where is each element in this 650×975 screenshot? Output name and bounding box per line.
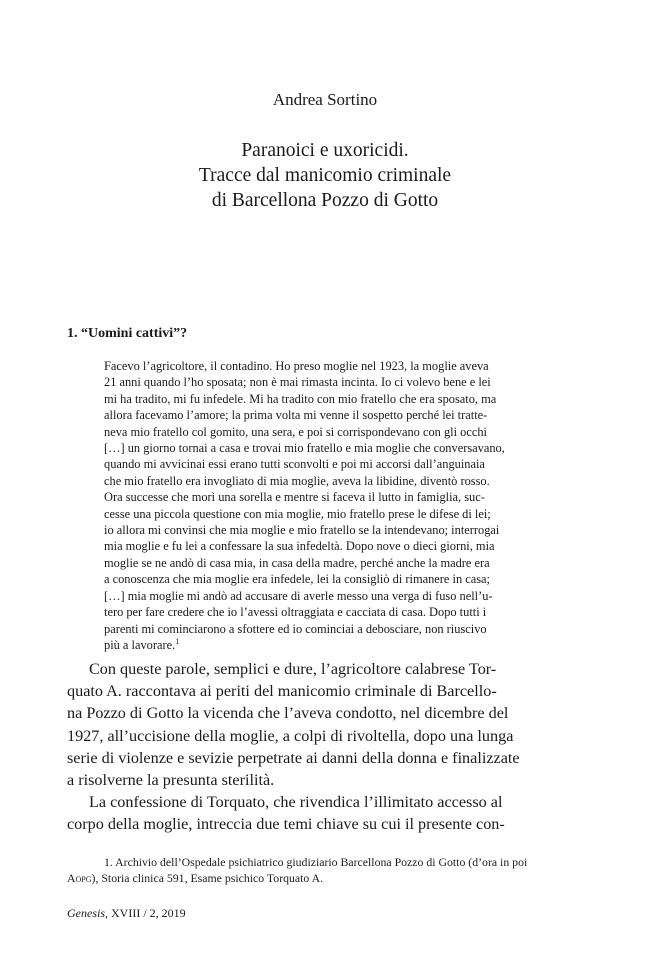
quote-line: allora facevamo l’amore; la prima volta mi venne il sospetto perché lei tratte- [104,408,488,423]
body-text [67,658,582,836]
body-line: serie di violenze e sevizie perpetrate ai danni della donna e finalizzate [67,748,520,767]
title-line: Tracce dal manicomio criminale [198,165,452,186]
footnote-line: 1. Archivio dell’Ospedale psichiatrico giudiziario Barcellona Pozzo di Gotto (d’ora in poi [104,855,528,869]
body-line: na Pozzo di Gotto la vicenda che l’aveva condotto, nel dicembre del [67,704,509,723]
journal-issue: , XVIII / 2, 2019 [105,906,186,920]
quote-line: io allora mi convinsi che mia moglie e mio fratello se la intendevano; interrogai [104,523,500,538]
quote-line: quando mi avvicinai essi erano tutti sconvolti e poi mi accorsi dall’anguinaia [104,457,485,472]
quote-line: a conoscenza che mia moglie era infedele, lei la consigliò di rimanere in casa; [104,572,491,587]
title-line: Paranoici e uxoricidi. [241,140,409,161]
footnote-abbreviation: Aopg [67,871,92,886]
quote-line: […] mia moglie mi andò ad accusare di averle messo una verga di fuso nell’u- [104,588,493,603]
quote-line: parenti mi cominciarono a sfottere ed io cominciai a debosciare, non riuscivo [104,621,487,636]
footnote-reference[interactable]: 1 [175,636,180,646]
section-heading: 1. “Uomini cattivi”? [67,326,188,341]
quote-line: Ora successe che morì una sorella e mentre si faceva il lutto in famiglia, suc- [104,490,485,505]
footnote [67,854,582,887]
body-line: quato A. raccontava ai periti del manicomio criminale di Barcello- [67,682,497,701]
footnote-line [67,870,582,886]
page-footer [67,906,186,921]
quote-line: che mio fratello era invogliato di mia moglie, aveva la libidine, diventò rosso. [104,473,490,488]
body-line: La confessione di Torquato, che rivendica l’illimitato accesso al [89,793,503,812]
author-name: Andrea Sortino [272,90,378,109]
block-quote [104,358,582,653]
quote-line: neva mio fratello col gomito, una sera, e poi si corrispondevano con gli occhi [104,424,487,439]
quote-line: […] un giorno tornai a casa e trovai mio fratello e mia moglie che conversavano, [104,441,505,456]
title-line: di Barcellona Pozzo di Gotto [211,190,439,211]
body-line: corpo della moglie, intreccia due temi chiave su cui il presente con- [67,815,505,834]
quote-line: tero per fare credere che io l’avessi oltraggiata e cacciata di casa. Dopo tutti i [104,605,487,620]
quote-line: più a lavorare. [104,637,176,652]
article-title [0,138,650,213]
body-line: a risolverne la presunta sterilità. [67,771,275,790]
journal-name: Genesis [67,906,105,920]
quote-last-line [104,637,582,653]
quote-line: cesse una piccola questione con mia moglie, mio fratello prese le difese di lei; [104,506,491,521]
quote-line: 21 anni quando l’ho sposata; non è mai rimasta incinta. Io ci volevo bene e lei [104,375,491,390]
footnote-line-rest: ), Storia clinica 591, Esame psichico Torquato A. [91,871,324,886]
body-line: Con queste parole, semplici e dure, l’agricoltore calabrese Tor- [89,660,497,678]
quote-line: mia moglie e fu lei a confessare la sua infedeltà. Dopo nove o dieci giorni, mia [104,539,495,554]
quote-line: mi ha tradito, mi fu infedele. Mi ha tradito con mio fratello che era sposato, ma [104,391,497,406]
quote-line: moglie se ne andò di casa mia, in casa della madre, perché anche la madre era [104,555,490,570]
body-line: 1927, all’uccisione della moglie, a colpi di rivoltella, dopo una lunga [67,726,514,745]
quote-line: Facevo l’agricoltore, il contadino. Ho preso moglie nel 1923, la moglie aveva [104,359,489,373]
